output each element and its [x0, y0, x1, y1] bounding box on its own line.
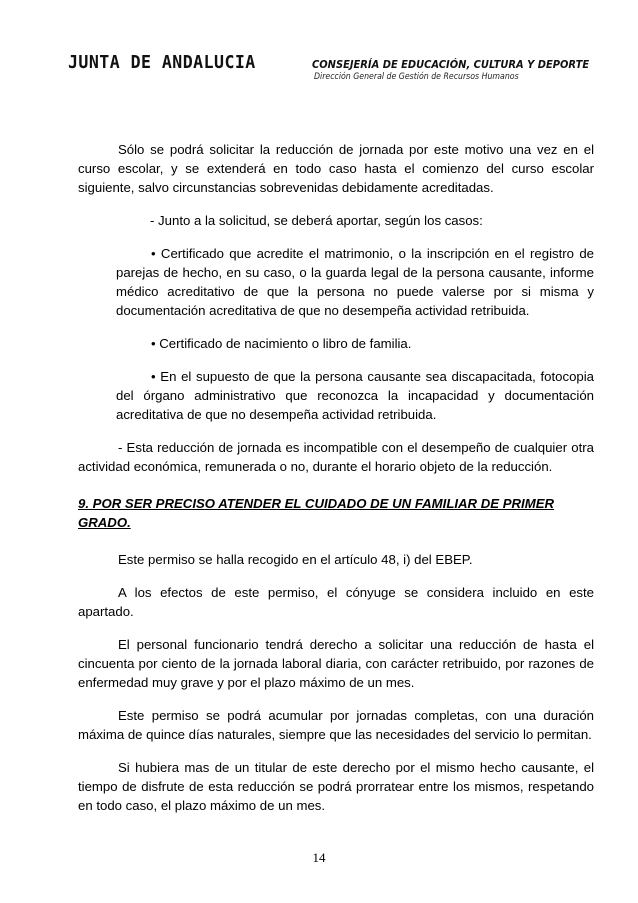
paragraph-incompatibilidad: - Esta reducción de jornada es incompatible con el desempeño de cualquier otra actividad económica, remunerada o no, durante el horario objeto de la reducción.: [78, 440, 594, 474]
paragraph-derecho-reduccion: El personal funcionario tendrá derecho a solicitar una reducción de hasta el cincuenta por ciento de la jornada laboral diaria, con carácter retribuido, por razones de enfermedad muy grave y por el plazo máximo de un mes.: [78, 637, 594, 690]
list-item-discapacidad: • En el supuesto de que la persona causante sea discapacitada, fotocopia del órgano administrativo que reconozca la incapacidad y documentación acreditativa de que no desempeña actividad retribuida.: [116, 369, 594, 422]
consejeria-title: CONSEJERÍA DE EDUCACIÓN, CULTURA Y DEPORTE: [312, 58, 590, 71]
document-body: [78, 140, 594, 815]
paragraph-reduccion-curso: Sólo se podrá solicitar la reducción de jornada por este motivo una vez en el curso escolar, y se extenderá en todo caso hasta el comienzo del curso escolar siguiente, salvo circunstancias sobrevenidas debidamente acreditadas.: [78, 142, 594, 195]
page-number: 14: [312, 850, 326, 865]
paragraph-conyuge: A los efectos de este permiso, el cónyuge se considera incluido en este apartado.: [78, 585, 594, 619]
paragraph-junto-solicitud: - Junto a la solicitud, se deberá aportar, según los casos:: [150, 213, 483, 228]
paragraph-acumular-jornadas: Este permiso se podrá acumular por jornadas completas, con una duración máxima de quince días naturales, siempre que las necesidades del servicio lo permitan.: [78, 708, 594, 742]
paragraph-prorratear: Si hubiera mas de un titular de este derecho por el mismo hecho causante, el tiempo de disfrute de esta reducción se podrá prorratear entre los mismos, respetando en todo caso, el plazo máximo de un mes.: [78, 760, 594, 813]
list-item-certificado-nacimiento: • Certificado de nacimiento o libro de familia.: [151, 336, 412, 351]
section-heading-9: 9. POR SER PRECISO ATENDER EL CUIDADO DE UN FAMILIAR DE PRIMER GRADO.: [78, 496, 555, 530]
junta-de-andalucia-logo: JUNTA DE ANDALUCIA: [68, 52, 256, 73]
paragraph-articulo-48: Este permiso se halla recogido en el artículo 48, i) del EBEP.: [118, 552, 473, 567]
direccion-subtitle: Dirección General de Gestión de Recursos Humanos: [314, 72, 519, 82]
list-item-certificado-matrimonio: • Certificado que acredite el matrimonio, o la inscripción en el registro de parejas de hecho, en su caso, o la guarda legal de la persona causante, informe médico acreditativo de que la persona no puede valerse por si misma y documentación acreditativa de que no desempeña actividad retribuida.: [116, 246, 594, 318]
